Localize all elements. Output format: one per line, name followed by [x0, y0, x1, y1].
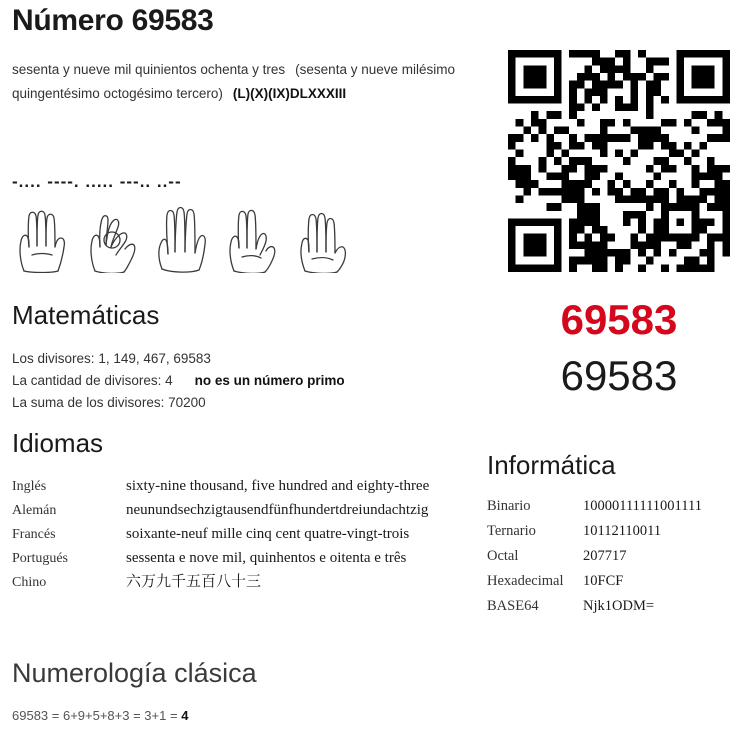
- section-heading-math: Matemáticas: [12, 300, 160, 330]
- section-heading-informatics: Informática: [487, 450, 616, 480]
- table-row: [12, 572, 482, 596]
- divisor-sum-value: 70200: [168, 395, 206, 410]
- divisors-line: [12, 348, 345, 370]
- roman-numeral: (L)(X)(IX)DLXXXIII: [232, 86, 347, 101]
- divisor-sum-line: [12, 392, 345, 414]
- number-description: [12, 58, 474, 106]
- hand-sign-8-icon: [222, 205, 284, 273]
- table-row: [487, 596, 737, 621]
- hand-sign-3-icon: [292, 205, 354, 273]
- number-ordinal-words: (sesenta y nueve milésimo quingentésimo octogésimo tercero): [12, 62, 455, 101]
- table-row: [487, 571, 737, 596]
- numerology-expression: 69583 = 6+9+5+8+3 = 3+1 =: [12, 708, 178, 723]
- table-row: [487, 496, 737, 521]
- base-name: Ternario: [487, 523, 536, 539]
- hand-sign-6-icon: [12, 205, 74, 273]
- base-name: Binario: [487, 498, 531, 514]
- informatics-table: [487, 496, 737, 621]
- language-value: sixty-nine thousand, five hundred and eighty-three: [126, 478, 430, 494]
- divisor-count-line: [12, 370, 345, 392]
- language-value: 六万九千五百八十三: [126, 574, 262, 590]
- section-heading-languages: Idiomas: [12, 428, 104, 458]
- hand-signs-row: [12, 205, 354, 273]
- language-name: Alemán: [12, 503, 57, 518]
- base-value: 10112110011: [583, 523, 662, 539]
- qr-code-canvas: [508, 50, 730, 272]
- divisors-value: 1, 149, 467, 69583: [98, 351, 211, 366]
- page-title: Número 69583: [12, 4, 214, 37]
- language-name: Francés: [12, 527, 56, 542]
- hand-sign-9-icon: [82, 205, 144, 273]
- language-name: Chino: [12, 575, 47, 590]
- numerology-result: 4: [181, 708, 189, 723]
- language-value: sessenta e nove mil, quinhentos e oitenta e três: [126, 550, 407, 566]
- divisor-count-label: La cantidad de divisores:: [12, 373, 162, 388]
- divisor-count-value: 4: [165, 373, 173, 388]
- languages-table: [12, 476, 482, 596]
- table-row: [487, 521, 737, 546]
- prime-status: no es un número primo: [194, 373, 345, 388]
- number-in-words: sesenta y nueve mil quinientos ochenta y tres: [12, 62, 286, 77]
- table-row: [12, 548, 482, 572]
- base-name: BASE64: [487, 598, 539, 614]
- base-value: 10000111111001111: [583, 498, 702, 514]
- section-heading-numerology: Numerología clásica: [12, 658, 257, 688]
- base-value: 10FCF: [583, 573, 624, 589]
- morse-code: -.... ----. ..... ---.. ..--: [12, 172, 182, 191]
- divisors-label: Los divisores:: [12, 351, 95, 366]
- table-row: [12, 500, 482, 524]
- big-number-black: 69583: [560, 352, 678, 399]
- table-row: [12, 476, 482, 500]
- divisor-sum-label: La suma de los divisores:: [12, 395, 165, 410]
- table-row: [487, 546, 737, 571]
- hand-sign-5-icon: [152, 205, 214, 273]
- language-name: Inglés: [12, 479, 47, 494]
- language-name: Portugués: [12, 551, 68, 566]
- base-name: Hexadecimal: [487, 573, 564, 589]
- base-name: Octal: [487, 548, 519, 564]
- base-value: 207717: [583, 548, 627, 564]
- math-details: [12, 348, 345, 414]
- table-row: [12, 524, 482, 548]
- numerology-line: [12, 708, 188, 723]
- language-value: soixante-neuf mille cinq cent quatre-vingt-trois: [126, 526, 410, 542]
- qr-code: [508, 50, 730, 272]
- base-value: Njk1ODM=: [583, 598, 655, 614]
- big-number-red: 69583: [560, 296, 678, 343]
- language-value: neunundsechzigtausendfünfhundertdreiundachtzig: [126, 502, 429, 518]
